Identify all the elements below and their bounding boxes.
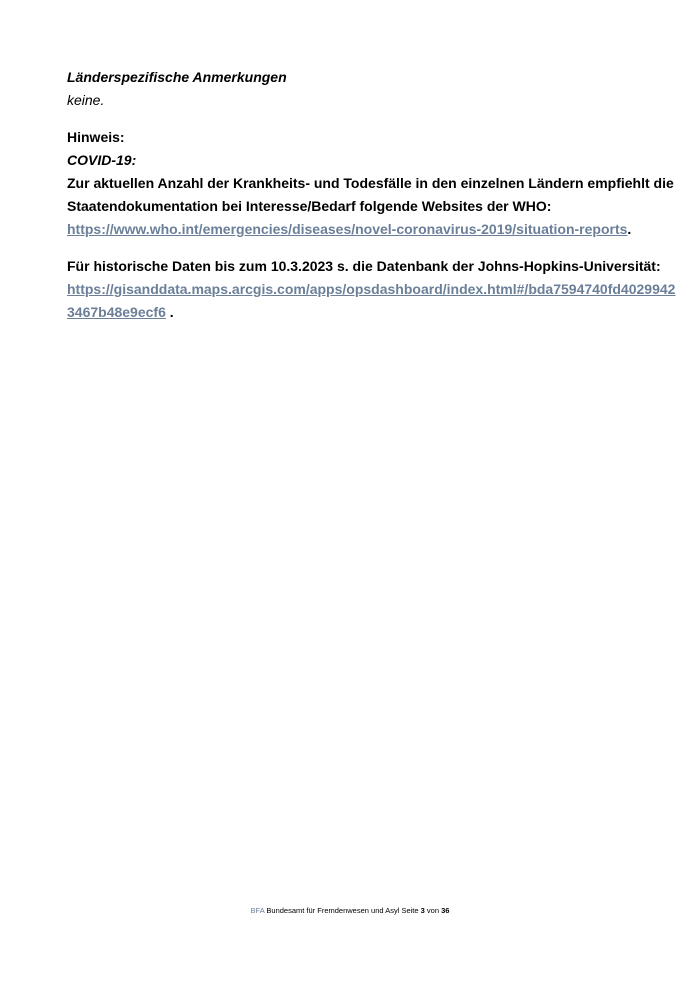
page-content: [67, 66, 676, 324]
who-link-row: [67, 218, 642, 241]
covid-label: COVID-19:: [67, 152, 137, 168]
section-value: keine.: [67, 92, 105, 108]
jhu-link-row-2: [67, 301, 642, 324]
section-heading: Länderspezifische Anmerkungen: [67, 69, 287, 85]
spacer: [67, 241, 642, 255]
footer-of-text: von: [424, 906, 442, 915]
who-link[interactable]: https://www.who.int/emergencies/diseases/novel-coronavirus-2019/situation-reports: [67, 221, 628, 237]
historic-text: Für historische Daten bis zum 10.3.2023 s. die Datenbank der Johns-Hopkins-Universität:: [67, 258, 661, 274]
who-link-suffix: .: [627, 221, 632, 237]
footer-total-pages: 36: [441, 906, 450, 915]
paragraph-line-2: Staatendokumentation bei Interesse/Bedarf folgende Websites der WHO:: [67, 198, 552, 214]
spacer: [67, 112, 642, 126]
footer-page-number: 3: [420, 906, 425, 915]
page-footer: [0, 905, 700, 917]
jhu-link-suffix: .: [165, 304, 174, 320]
jhu-link-row-1: [67, 278, 676, 301]
footer-org-text: Bundesamt für Fremdenwesen und Asyl Seite: [264, 906, 421, 915]
jhu-link-part-1[interactable]: https://gisanddata.maps.arcgis.com/apps/opsdashboard/index.html#/bda7594740fd4029942: [67, 281, 676, 297]
footer-bfa-logo-text: BFA: [250, 906, 265, 915]
jhu-link-part-2[interactable]: 3467b48e9ecf6: [67, 304, 166, 320]
hinweis-label: Hinweis:: [67, 129, 125, 145]
paragraph-line-1: Zur aktuellen Anzahl der Krankheits- und Todesfälle in den einzelnen Ländern empfiehlt die: [67, 175, 674, 191]
